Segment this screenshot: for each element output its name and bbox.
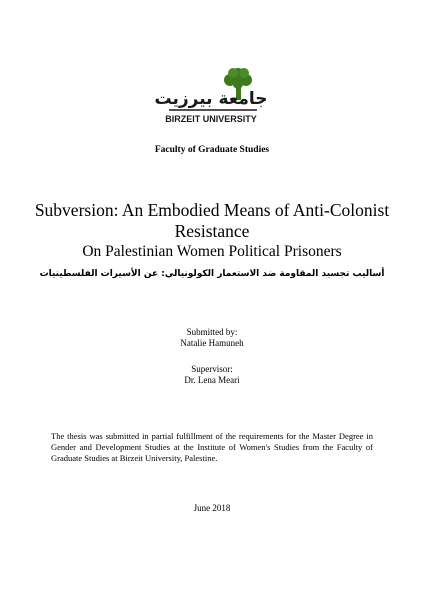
supervisor-label: Supervisor: — [191, 364, 233, 374]
submitted-by-block — [0, 327, 424, 349]
arabic-thesis-title: أساليب تجسيد المقاومة ضد الاستعمار الكولونيالي: عن الأسيرات الفلسطينيات — [39, 269, 385, 279]
thesis-subtitle: On Palestinian Women Political Prisoners — [82, 243, 342, 260]
logo-english-name: BIRZEIT UNIVERSITY — [165, 114, 257, 124]
thesis-title-line-1: Subversion: An Embodied Means of Anti-Colonist — [34, 200, 390, 220]
faculty-name: Faculty of Graduate Studies — [154, 145, 270, 155]
birzeit-logo-graphic — [147, 66, 277, 130]
author-name: Natalie Hamuneh — [180, 338, 244, 348]
submission-statement: The thesis was submitted in partial fulfillment of the requirements for the Master Degree in Gender and Development Studies at the Institute of Women's Studies from the Faculty of Graduate Studies at Birzeit University, Palestine. — [51, 431, 373, 463]
thesis-title — [20, 200, 404, 242]
submission-date: June 2018 — [193, 503, 231, 513]
supervisor-block — [0, 364, 424, 386]
thesis-title-line-2: Resistance — [174, 221, 250, 241]
university-logo — [0, 66, 424, 130]
logo-arabic-name: جامعة بيرزيت — [154, 89, 268, 109]
submitted-by-label: Submitted by: — [186, 327, 238, 337]
supervisor-name: Dr. Lena Meari — [184, 375, 240, 385]
